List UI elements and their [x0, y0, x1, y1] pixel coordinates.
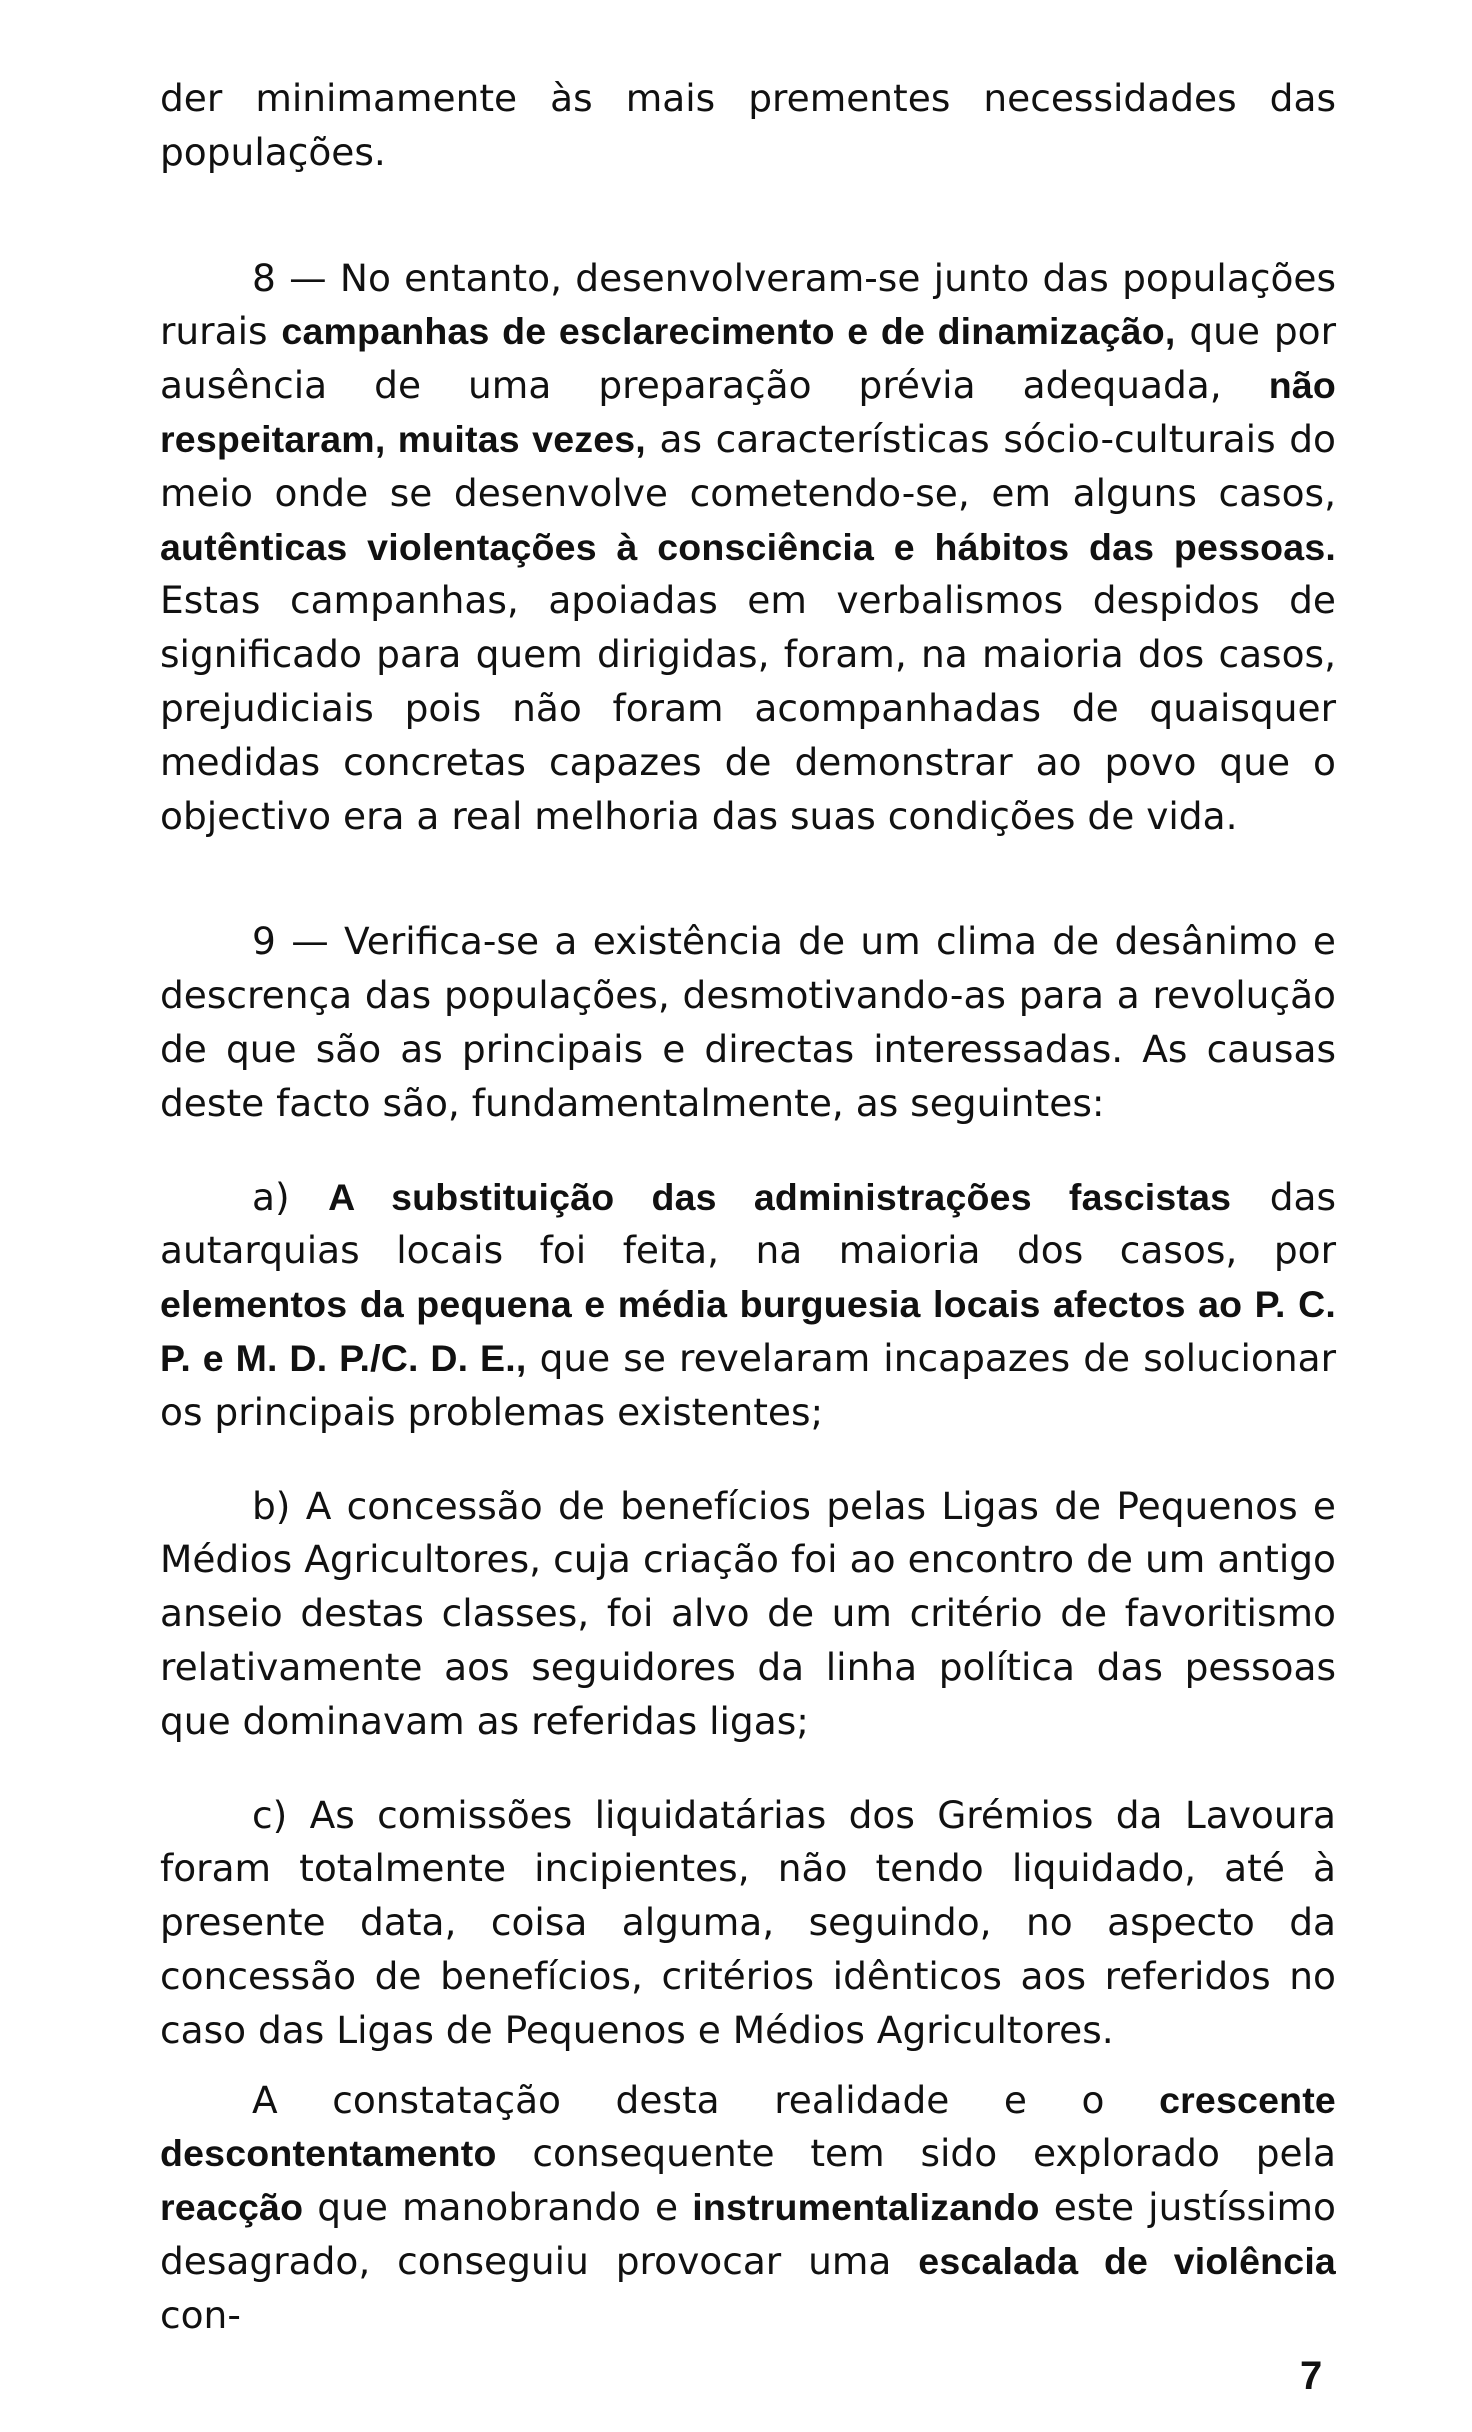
list-item-a: a) A substituição das administrações fascistas das autarquias locais foi feita, na maioria dos casos, por elementos da pequena e média burguesia locais afectos ao P. C. P. e M. D. P./C. D. E., que se revelaram incapazes de solucionar os principais problemas existentes; — [160, 1174, 1337, 1434]
bold-phrase: não respeitaram, muitas vezes, — [160, 364, 1336, 460]
bold-phrase: crescente descontentamento — [160, 2078, 1336, 2175]
bold-phrase: A substituição das administrações fascistas — [328, 1175, 1232, 1218]
paragraph-9: 9 — Verifica-se a existência de um clima de desânimo e descrença das populações, desmotivando-as para a revolução de que são as principais e directas interessadas. As causas deste facto são, fundamentalmente, as seguintes: — [160, 919, 1336, 1125]
bold-phrase: escalada de violência — [918, 2239, 1336, 2282]
bold-phrase: autênticas violentações à consciência e hábitos das pessoas. — [160, 525, 1336, 568]
page-number: 7 — [1300, 2354, 1323, 2398]
intro-paragraph: der minimamente às mais prementes necessidades das populações. — [160, 76, 1336, 174]
bold-phrase: campanhas de esclarecimento e de dinamização, — [281, 310, 1176, 353]
document-page — [160, 72, 1336, 2342]
bold-phrase: instrumentalizando — [692, 2186, 1040, 2229]
list-item-c: c) As comissões liquidatárias dos Grémios da Lavoura foram totalmente incipientes, não tendo liquidado, até à presente data, coisa alguma, seguindo, no aspecto da concessão de benefícios, critérios idênticos aos referidos no caso das Ligas de Pequenos e Médios Agricultores. — [160, 1792, 1336, 2052]
closing-paragraph: A constatação desta realidade e o crescente descontentamento consequente tem sido explorado pela reacção que manobrando e instrumentalizando este justíssimo desagrado, conseguiu provocar uma escalada de violência con- — [160, 2077, 1336, 2337]
paragraph-8: 8 — No entanto, desenvolveram-se junto das populações rurais campanhas de esclarecimento e de dinamização, que por ausência de uma preparação prévia adequada, não respeitaram, muitas vezes, as características sócio-culturais do meio onde se desenvolve cometendo-se, em alguns casos, autênticas violentações à consciência e hábitos das pessoas. Estas campanhas, apoiadas em verbalismos despidos de significado para quem dirigidas, foram, na maioria dos casos, prejudiciais pois não foram acompanhadas de quaisquer medidas concretas capazes de demonstrar ao povo que o objectivo era a real melhoria das suas condições de vida. — [160, 255, 1336, 838]
bold-phrase: elementos da pequena e média burguesia locais afectos ao P. C. P. e M. D. P./C. D. E., — [160, 1283, 1336, 1379]
list-item-b: b) A concessão de benefícios pelas Ligas de Pequenos e Médios Agricultores, cuja criação foi ao encontro de um antigo anseio destas classes, foi alvo de um critério de favoritismo relativamente aos seguidores da linha política das pessoas que dominavam as referidas ligas; — [160, 1483, 1336, 1743]
bold-phrase: reacção — [160, 2186, 304, 2229]
